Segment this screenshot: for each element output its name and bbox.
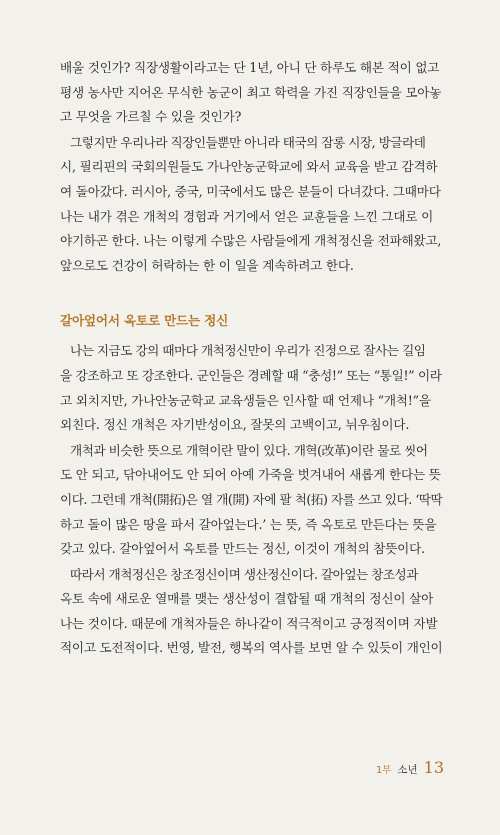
text-line: 앞으로도 건강이 허락하는 한 이 일을 계속하려고 한다. (60, 257, 354, 273)
text-line: 나는 내가 겪은 개척의 경험과 거기에서 얻은 교훈들을 느낀 그대로 이 (60, 208, 434, 224)
text-line: 그렇지만 우리나라 직장인들뿐만 아니라 태국의 잠롱 시장, 방글라데 (70, 134, 426, 150)
text-line: 따라서 개척정신은 창조정신이며 생산정신이다. 갈아엎는 창조성과 (70, 566, 418, 582)
page-footer (376, 758, 444, 777)
text-line: 평생 농사만 지어온 무식한 농군이 최고 학력을 가진 직장인들을 모아놓 (60, 84, 442, 100)
paragraph-pioneer-spirit (60, 339, 442, 437)
paragraph-creativity (60, 563, 442, 661)
text-line: 시, 필리핀의 국회의원들도 가나안농군학교에 와서 교육을 받고 감격하 (60, 159, 438, 175)
page-number: 13 (423, 758, 444, 777)
text-line: 여 돌아갔다. 러시아, 중국, 미국에서도 많은 분들이 다녀갔다. 그때마다 (60, 183, 441, 199)
text-line: 이다. 그런데 개척(開拓)은 열 개(開) 자에 팔 척(拓) 자를 쓰고 있다. ‘딱딱 (60, 491, 443, 507)
text-line: 외친다. 정신 개척은 자기반성이요, 잘못의 고백이고, 뉘우침이다. (60, 417, 410, 433)
text-line: 나는 지금도 강의 때마다 개척정신만이 우리가 진정으로 잘사는 길임 (70, 343, 426, 359)
text-line: 배울 것인가? 직장생활이라고는 단 1년, 아니 단 하루도 해본 적이 없고 (60, 60, 440, 75)
text-line: 도 안 되고, 닦아내어도 안 되어 아예 가죽을 벗겨내어 새롭게 한다는 뜻 (60, 467, 441, 483)
text-line: 적이고 도전적이다. 번영, 발전, 행복의 역사를 보면 알 수 있듯이 개인이 (60, 640, 443, 656)
text-line: 갖고 있다. 갈아엎어서 옥토를 만드는 정신, 이것이 개척의 참뜻이다. (60, 541, 425, 557)
text-line: 을 강조하고 또 강조한다. 군인들은 경례할 때 “충성!” 또는 “통일!” 이라 (60, 367, 442, 383)
paragraph-lecturing (60, 131, 442, 279)
section-heading: 갈아엎어서 옥토로 만드는 정신 (60, 313, 229, 329)
text-line: 고 외치지만, 가나안농군학교 교육생들은 인사할 때 언제나 “개척!”을 (60, 392, 431, 408)
chapter-title: 소년 (397, 764, 418, 776)
text-line: 야기하곤 한다. 나는 이렇게 수많은 사람들에게 개척정신을 전파해왔고, (60, 233, 442, 249)
text-line: 옥토 속에 새로운 열매를 맺는 생산성이 결합될 때 개척의 정신이 살아 (60, 591, 434, 607)
text-line: 나는 것이다. 때문에 개척자들은 하나같이 적극적이고 긍정적이며 자발 (60, 615, 438, 631)
page-body (60, 56, 442, 662)
text-line: 개척과 비슷한 뜻으로 개혁이란 말이 있다. 개혁(改革)이란 물로 씻어 (70, 442, 428, 458)
chapter-tag: 1부 (376, 765, 392, 776)
paragraph-reform-meaning (60, 439, 442, 562)
text-line: 하고 돌이 많은 땅을 파서 갈아엎는다.’ 는 뜻, 즉 옥토로 만든다는 뜻을 (60, 516, 437, 532)
paragraph-continuation (60, 56, 442, 130)
text-line: 고 무엇을 가르칠 수 있을 것인가? (60, 109, 242, 125)
